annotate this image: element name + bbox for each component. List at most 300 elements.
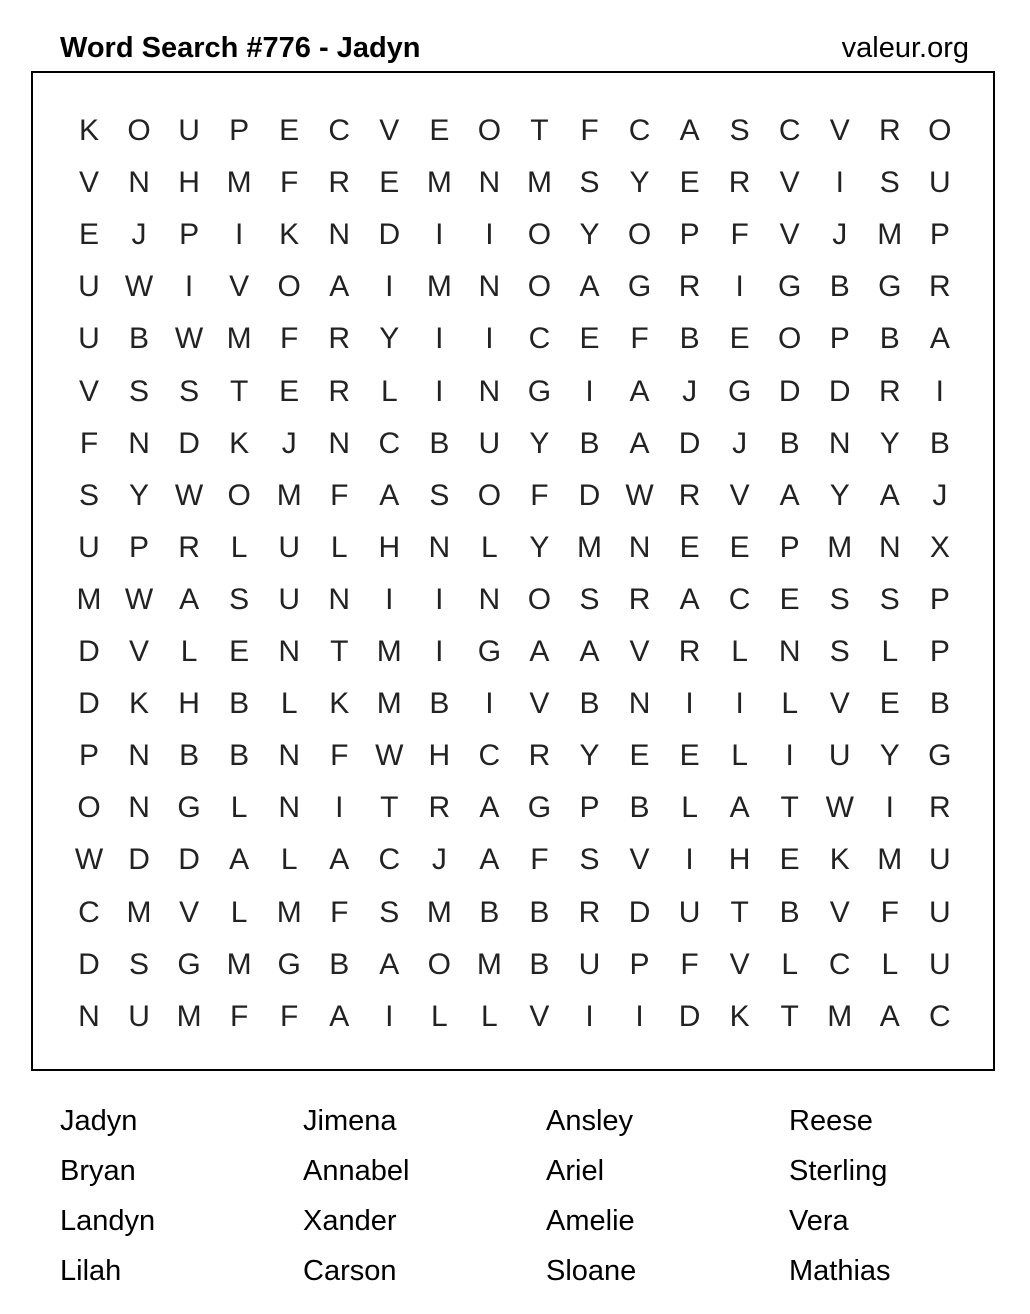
grid-letter: P: [78, 739, 99, 773]
grid-letter: V: [729, 478, 750, 512]
grid-letter: A: [379, 947, 400, 981]
header: [60, 28, 969, 68]
grid-letter: S: [129, 947, 150, 981]
grid-letter: H: [428, 739, 451, 773]
grid-letter: I: [184, 270, 194, 304]
grid-letter: V: [179, 895, 200, 929]
grid-letter: M: [226, 322, 252, 356]
grid-letter: H: [378, 530, 401, 564]
grid-letter: U: [929, 947, 951, 981]
grid-letter: R: [178, 530, 200, 564]
grid-letter: G: [878, 270, 902, 304]
grid-letter: R: [929, 270, 951, 304]
grid-letter: S: [879, 582, 900, 616]
grid-letter: B: [779, 895, 800, 929]
grid-letter: W: [174, 478, 204, 512]
grid-letter: J: [932, 478, 948, 512]
word-list-item: Xander: [303, 1205, 397, 1237]
grid-letter: I: [685, 843, 694, 877]
word-list-item: Jadyn: [60, 1105, 138, 1137]
grid-letter: I: [485, 687, 494, 721]
grid-letter: U: [78, 270, 100, 304]
grid-letter: D: [78, 947, 100, 981]
grid-letter: N: [78, 999, 100, 1033]
grid-letter: E: [279, 114, 300, 147]
grid-letter: X: [929, 530, 950, 564]
grid-letter: N: [628, 687, 651, 721]
grid-letter: B: [479, 895, 500, 929]
grid-letter: P: [179, 218, 200, 252]
grid-letter: K: [829, 843, 850, 877]
grid-letter: N: [128, 166, 150, 200]
grid-letter: A: [479, 791, 500, 825]
grid-letter: S: [879, 166, 900, 200]
grid-letter: O: [127, 114, 151, 147]
word-list-item: Sloane: [546, 1255, 637, 1287]
grid-letter: V: [779, 166, 800, 200]
grid-letter: R: [428, 791, 451, 825]
grid-letter: A: [679, 114, 700, 147]
word-list: [60, 1096, 1020, 1296]
word-list-item: Reese: [789, 1105, 873, 1137]
word-list-item: Lilah: [60, 1255, 122, 1287]
grid-letter: W: [625, 478, 654, 512]
grid-letter: C: [78, 895, 100, 929]
grid-letter: R: [328, 374, 351, 408]
grid-letter: R: [728, 166, 751, 200]
grid-letter: U: [78, 530, 100, 564]
grid-letter: S: [429, 478, 450, 512]
grid-letter: O: [427, 947, 452, 981]
grid-letter: N: [478, 582, 501, 616]
grid-letter: E: [679, 739, 700, 773]
grid-letter: O: [928, 114, 952, 147]
grid-letter: N: [278, 791, 301, 825]
grid-letter: R: [678, 478, 701, 512]
word-list-item: Sterling: [789, 1155, 888, 1187]
grid-letter: G: [627, 270, 652, 304]
grid-letter: T: [330, 635, 349, 668]
grid-letter: A: [629, 374, 650, 408]
grid-letter: O: [527, 270, 552, 304]
grid-letter: C: [929, 999, 951, 1033]
grid-letter: L: [731, 739, 748, 773]
grid-letter: M: [126, 895, 152, 929]
grid-letter: V: [529, 687, 550, 721]
grid-letter: E: [629, 739, 650, 773]
grid-letter: E: [729, 322, 750, 356]
grid-letter: F: [280, 166, 299, 200]
grid-letter: R: [328, 166, 351, 200]
grid-letter: L: [230, 530, 248, 564]
grid-letter: I: [585, 999, 594, 1033]
grid-letter: V: [78, 166, 99, 200]
grid-letter: G: [177, 791, 201, 825]
grid-letter: K: [229, 426, 250, 460]
grid-letter: M: [226, 947, 252, 981]
grid-letter: W: [375, 739, 404, 773]
grid-letter: C: [328, 114, 351, 147]
grid-letter: M: [426, 895, 452, 929]
grid-letter: N: [878, 530, 901, 564]
grid-letter: B: [329, 947, 350, 981]
grid-letter: M: [577, 530, 602, 564]
grid-letter: O: [527, 218, 552, 252]
grid-letter: F: [280, 999, 299, 1033]
grid-letter: K: [729, 999, 750, 1033]
grid-letter: C: [728, 582, 751, 616]
grid-letter: A: [579, 635, 600, 668]
grid-letter: D: [128, 843, 150, 877]
puzzle-title: Word Search #776 - Jadyn: [60, 31, 421, 64]
grid-letter: G: [477, 635, 502, 668]
grid-letter: V: [379, 114, 400, 147]
grid-letter: M: [376, 687, 402, 721]
grid-letter: A: [179, 582, 200, 616]
grid-letter: N: [428, 530, 451, 564]
grid-letter: J: [732, 426, 748, 460]
grid-letter: J: [431, 843, 447, 877]
grid-letter: N: [478, 374, 501, 408]
grid-letter: M: [827, 999, 853, 1033]
grid-letter: Y: [579, 739, 600, 773]
grid-letter: Y: [579, 218, 600, 252]
grid-letter: V: [78, 374, 99, 408]
grid-letter: N: [278, 739, 301, 773]
grid-letter: U: [929, 843, 951, 877]
grid-letter: S: [729, 114, 750, 147]
grid-letter: T: [380, 791, 399, 825]
grid-letter: Y: [529, 426, 550, 460]
grid-letter: C: [628, 114, 651, 147]
grid-letter: D: [828, 374, 851, 408]
grid-letter: V: [829, 687, 850, 721]
grid-letter: P: [829, 322, 850, 356]
grid-letter: L: [481, 999, 498, 1033]
grid-letter: B: [229, 687, 250, 721]
grid-letter: A: [329, 999, 350, 1033]
grid-letter: U: [278, 530, 301, 564]
grid-letter: F: [580, 114, 599, 147]
word-list-item: Annabel: [303, 1155, 410, 1187]
grid-letter: F: [530, 843, 549, 877]
grid-letter: W: [124, 270, 154, 304]
grid-letter: R: [528, 739, 551, 773]
grid-letter: L: [230, 895, 248, 929]
grid-letter: U: [578, 947, 601, 981]
grid-letter: U: [929, 895, 951, 929]
grid-letter: M: [827, 530, 853, 564]
grid-letter: I: [735, 270, 744, 304]
grid-letter: B: [679, 322, 700, 356]
grid-letter: M: [476, 947, 502, 981]
grid-letter: L: [431, 999, 448, 1033]
grid-letter: M: [276, 895, 302, 929]
grid-letter: G: [727, 374, 752, 408]
grid-letter: Y: [379, 322, 400, 356]
word-list-item: Jimena: [303, 1105, 397, 1137]
grid-letter: B: [129, 322, 150, 356]
grid-letter: K: [279, 218, 300, 252]
grid-letter: L: [731, 635, 748, 668]
grid-letter: K: [129, 687, 150, 721]
grid-letter: A: [879, 999, 900, 1033]
grid-letter: D: [178, 843, 200, 877]
grid-letter: S: [579, 166, 600, 200]
grid-letter: A: [329, 843, 350, 877]
grid-letter: I: [935, 374, 945, 408]
grid-letter: F: [630, 322, 649, 356]
grid-letter: L: [481, 530, 498, 564]
grid-letter: A: [879, 478, 900, 512]
grid-letter: R: [678, 635, 701, 668]
word-list-item: Landyn: [60, 1205, 156, 1237]
grid-letter: I: [385, 999, 394, 1033]
grid-letter: P: [129, 530, 150, 564]
grid-letter: W: [825, 791, 854, 825]
grid-letter: B: [579, 687, 600, 721]
grid-letter: P: [929, 635, 950, 668]
grid-letter: U: [678, 895, 701, 929]
grid-letter: W: [74, 843, 104, 877]
grid-letter: D: [378, 218, 401, 252]
grid-letter: E: [679, 530, 700, 564]
grid-letter: D: [578, 478, 601, 512]
grid-letter: E: [229, 635, 250, 668]
grid-letter: T: [229, 374, 249, 408]
grid-letter: I: [585, 374, 594, 408]
grid-letter: L: [881, 635, 899, 668]
grid-letter: M: [426, 270, 452, 304]
grid-letter: E: [279, 374, 300, 408]
grid-letter: I: [885, 791, 894, 825]
grid-letter: M: [526, 166, 552, 200]
grid-letter: A: [229, 843, 250, 877]
grid-letter: B: [229, 739, 250, 773]
grid-letter: B: [529, 895, 550, 929]
grid-letter: R: [878, 374, 901, 408]
grid-letter: N: [128, 739, 150, 773]
grid-letter: T: [730, 895, 749, 929]
grid-letter: A: [379, 478, 400, 512]
grid-letter: B: [779, 426, 800, 460]
grid-letter: O: [627, 218, 652, 252]
grid-letter: O: [778, 322, 802, 356]
grid-letter: N: [128, 426, 150, 460]
grid-letter: Y: [879, 739, 900, 773]
grid-letter: O: [477, 114, 502, 147]
grid-letter: T: [780, 999, 799, 1033]
grid-letter: U: [178, 114, 200, 147]
grid-letter: I: [234, 218, 244, 252]
grid-letter: A: [529, 635, 550, 668]
grid-letter: P: [579, 791, 600, 825]
word-list-item: Ariel: [546, 1155, 605, 1187]
grid-letter: L: [280, 687, 298, 721]
grid-letter: L: [330, 530, 348, 564]
grid-letter: J: [281, 426, 297, 460]
grid-letter: C: [478, 739, 501, 773]
grid-letter: H: [178, 166, 200, 200]
word-list-item: Mathias: [789, 1255, 891, 1287]
grid-letter: N: [128, 791, 150, 825]
grid-letter: B: [829, 270, 850, 304]
grid-letter: O: [277, 270, 301, 304]
grid-letter: B: [879, 322, 900, 356]
grid-letter: H: [728, 843, 751, 877]
grid-letter: B: [629, 791, 650, 825]
grid-letter: U: [78, 322, 100, 356]
grid-letter: D: [78, 687, 100, 721]
grid-letter: N: [828, 426, 851, 460]
grid-letter: A: [779, 478, 800, 512]
grid-letter: L: [681, 791, 698, 825]
grid-letter: M: [76, 582, 102, 616]
grid-letter: C: [828, 947, 851, 981]
grid-letter: S: [179, 374, 200, 408]
grid-letter: V: [629, 843, 650, 877]
grid-letter: I: [435, 635, 444, 668]
grid-letter: L: [180, 635, 198, 668]
grid-letter: F: [680, 947, 699, 981]
grid-letter: W: [174, 322, 204, 356]
grid-letter: C: [778, 114, 801, 147]
grid-letter: F: [330, 739, 349, 773]
grid-letter: T: [780, 791, 799, 825]
grid-letter: B: [429, 687, 450, 721]
grid-letter: G: [277, 947, 301, 981]
grid-letter: O: [527, 582, 552, 616]
grid-letter: D: [178, 426, 200, 460]
grid-letter: A: [679, 582, 700, 616]
grid-letter: I: [435, 322, 444, 356]
grid-letter: I: [635, 999, 644, 1033]
grid-letter: S: [829, 582, 850, 616]
grid-letter: N: [328, 426, 351, 460]
grid-letter: N: [328, 582, 351, 616]
grid-letter: S: [579, 843, 600, 877]
grid-letter: I: [485, 218, 494, 252]
grid-letter: S: [829, 635, 850, 668]
grid-letter: W: [124, 582, 154, 616]
grid-letter: I: [435, 218, 444, 252]
grid-letter: Y: [629, 166, 650, 200]
grid-letter: N: [278, 635, 301, 668]
grid-letter: I: [835, 166, 844, 200]
grid-letter: V: [829, 114, 850, 147]
grid-letter: G: [527, 791, 552, 825]
grid-letter: L: [280, 843, 298, 877]
grid-letter: P: [929, 582, 950, 616]
grid-letter: E: [879, 687, 900, 721]
grid-letter: E: [679, 166, 700, 200]
grid-letter: F: [730, 218, 749, 252]
letter-grid: [33, 73, 993, 1069]
grid-letter: V: [229, 270, 250, 304]
grid-letter: O: [477, 478, 502, 512]
grid-letter: J: [832, 218, 848, 252]
grid-letter: F: [229, 999, 249, 1033]
grid-letter: C: [378, 843, 401, 877]
grid-letter: G: [778, 270, 802, 304]
grid-letter: B: [429, 426, 450, 460]
grid-letter: R: [929, 791, 951, 825]
grid-letter: A: [579, 270, 600, 304]
word-list-item: Vera: [789, 1205, 849, 1237]
grid-letter: C: [528, 322, 551, 356]
grid-letter: K: [329, 687, 350, 721]
grid-letter: E: [729, 530, 750, 564]
grid-letter: R: [328, 322, 351, 356]
grid-letter: U: [929, 166, 951, 200]
grid-letter: I: [735, 687, 744, 721]
grid-letter: E: [379, 166, 400, 200]
grid-letter: M: [426, 166, 452, 200]
grid-letter: E: [579, 322, 600, 356]
grid-letter: N: [628, 530, 651, 564]
word-list-item: Ansley: [546, 1105, 634, 1137]
grid-letter: B: [179, 739, 200, 773]
grid-letter: Y: [129, 478, 150, 512]
grid-letter: V: [629, 635, 650, 668]
grid-letter: R: [878, 114, 901, 147]
grid-letter: L: [881, 947, 899, 981]
grid-letter: M: [877, 218, 903, 252]
grid-letter: F: [79, 426, 99, 460]
grid-letter: D: [78, 635, 100, 668]
word-list-item: Bryan: [60, 1155, 136, 1187]
grid-letter: D: [628, 895, 651, 929]
grid-letter: I: [435, 374, 444, 408]
grid-letter: D: [778, 374, 801, 408]
grid-letter: S: [379, 895, 400, 929]
grid-letter: T: [530, 114, 549, 147]
puzzle-box: [31, 71, 995, 1071]
grid-letter: M: [877, 843, 903, 877]
grid-letter: M: [376, 635, 402, 668]
grid-letter: U: [828, 739, 851, 773]
grid-letter: Y: [529, 530, 550, 564]
grid-letter: Y: [879, 426, 900, 460]
grid-letter: I: [685, 687, 694, 721]
grid-letter: L: [781, 947, 799, 981]
grid-letter: M: [176, 999, 202, 1033]
grid-letter: N: [478, 166, 501, 200]
grid-letter: I: [435, 582, 444, 616]
grid-letter: O: [227, 478, 251, 512]
grid-letter: J: [131, 218, 147, 252]
grid-letter: A: [729, 791, 750, 825]
grid-letter: E: [779, 582, 800, 616]
grid-letter: N: [778, 635, 801, 668]
grid-letter: E: [78, 218, 99, 252]
grid-letter: E: [779, 843, 800, 877]
grid-letter: A: [329, 270, 350, 304]
grid-letter: F: [880, 895, 899, 929]
grid-letter: L: [230, 791, 248, 825]
grid-letter: R: [578, 895, 601, 929]
grid-letter: A: [629, 426, 650, 460]
grid-letter: B: [929, 426, 950, 460]
grid-letter: J: [682, 374, 698, 408]
grid-letter: S: [229, 582, 250, 616]
grid-letter: Y: [829, 478, 850, 512]
grid-letter: V: [829, 895, 850, 929]
grid-letter: V: [129, 635, 150, 668]
grid-letter: L: [380, 374, 398, 408]
grid-letter: N: [478, 270, 501, 304]
grid-letter: G: [928, 739, 952, 773]
